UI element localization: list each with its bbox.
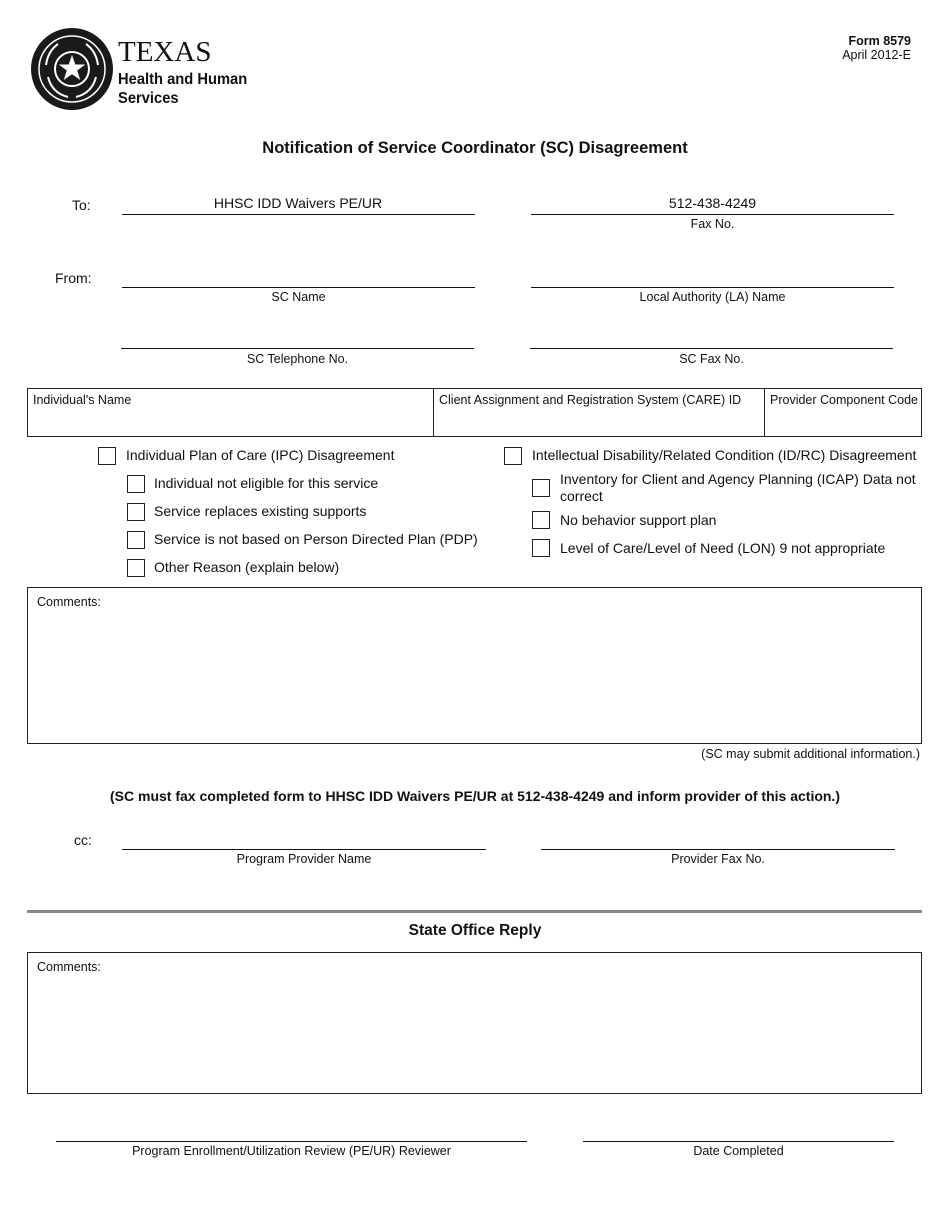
date-completed-caption: Date Completed [693,1144,784,1158]
care-id-input[interactable] [435,408,763,436]
not-eligible-checkbox[interactable] [127,475,145,493]
form-number: Form 8579 [848,34,911,48]
individual-name-header: Individual's Name [33,393,132,407]
icap-data-checkbox[interactable] [532,479,550,497]
comments-textarea[interactable] [27,587,922,744]
la-name-field[interactable] [531,287,894,288]
individual-name-input[interactable] [28,408,432,436]
logo-title: TEXAS [118,36,212,68]
reviewer-caption: Program Enrollment/Utilization Review (PE/UR) Reviewer [132,1144,451,1158]
other-reason-label: Other Reason (explain below) [154,559,340,575]
fax-underline [531,214,894,215]
additional-info-note: (SC may submit additional information.) [701,747,920,761]
other-reason-checkbox[interactable] [127,559,145,577]
no-behavior-plan-checkbox[interactable] [532,511,550,529]
not-based-on-pdp-checkbox[interactable] [127,531,145,549]
to-field[interactable]: HHSC IDD Waivers PE/UR [213,195,383,211]
form-date: April 2012-E [842,48,911,62]
page-title: Notification of Service Coordinator (SC) Disagreement [262,139,688,157]
sc-fax-field[interactable] [530,348,893,349]
date-completed-field[interactable] [583,1141,894,1142]
ipc-disagreement-checkbox[interactable] [98,447,116,465]
provider-fax-field[interactable] [541,849,895,850]
provider-code-header: Provider Component Code [770,393,918,407]
from-label: From: [55,270,92,286]
comments-label: Comments: [37,595,101,609]
care-id-header: Client Assignment and Registration System (CARE) ID [439,393,742,407]
table-divider-1 [433,388,434,437]
not-based-on-pdp-label: Service is not based on Person Directed Plan (PDP) [154,531,478,547]
reply-comments-textarea[interactable] [27,952,922,1094]
sc-phone-caption: SC Telephone No. [246,352,349,366]
sc-fax-caption: SC Fax No. [679,352,744,366]
to-label: To: [72,197,91,213]
fax-instruction: (SC must fax completed form to HHSC IDD Waivers PE/UR at 512-438-4249 and inform provider of this action.) [110,788,840,804]
no-behavior-plan-label: No behavior support plan [560,512,717,528]
replaces-supports-label: Service replaces existing supports [154,503,367,519]
sc-name-field[interactable] [122,287,475,288]
lon9-label: Level of Care/Level of Need (LON) 9 not appropriate [560,540,886,556]
cc-label: cc: [74,832,92,848]
reply-comments-label: Comments: [37,960,101,974]
idrc-disagreement-checkbox[interactable] [504,447,522,465]
provider-name-caption: Program Provider Name [236,852,372,866]
provider-name-field[interactable] [122,849,486,850]
texas-seal-icon [30,27,114,111]
sc-phone-field[interactable] [121,348,474,349]
icap-data-label-line1: Inventory for Client and Agency Planning (ICAP) Data not [560,471,916,487]
provider-fax-caption: Provider Fax No. [671,852,765,866]
ipc-disagreement-label: Individual Plan of Care (IPC) Disagreement [126,447,395,463]
la-name-caption: Local Authority (LA) Name [639,290,786,304]
provider-code-input[interactable] [766,408,921,436]
to-underline [122,214,475,215]
replaces-supports-checkbox[interactable] [127,503,145,521]
section-divider [27,910,922,913]
sc-name-caption: SC Name [271,290,326,304]
logo-subtitle-1: Health and Human [118,71,248,88]
reply-title: State Office Reply [408,922,542,939]
fax-number-field[interactable]: 512-438-4249 [668,195,757,211]
lon9-checkbox[interactable] [532,539,550,557]
logo-subtitle-2: Services [118,90,179,107]
fax-caption: Fax No. [690,217,735,231]
idrc-disagreement-label: Intellectual Disability/Related Condition (ID/RC) Disagreement [532,447,917,463]
icap-data-label-line2: correct [560,488,603,504]
not-eligible-label: Individual not eligible for this service [154,475,379,491]
reviewer-signature-field[interactable] [56,1141,527,1142]
table-divider-2 [764,388,765,437]
